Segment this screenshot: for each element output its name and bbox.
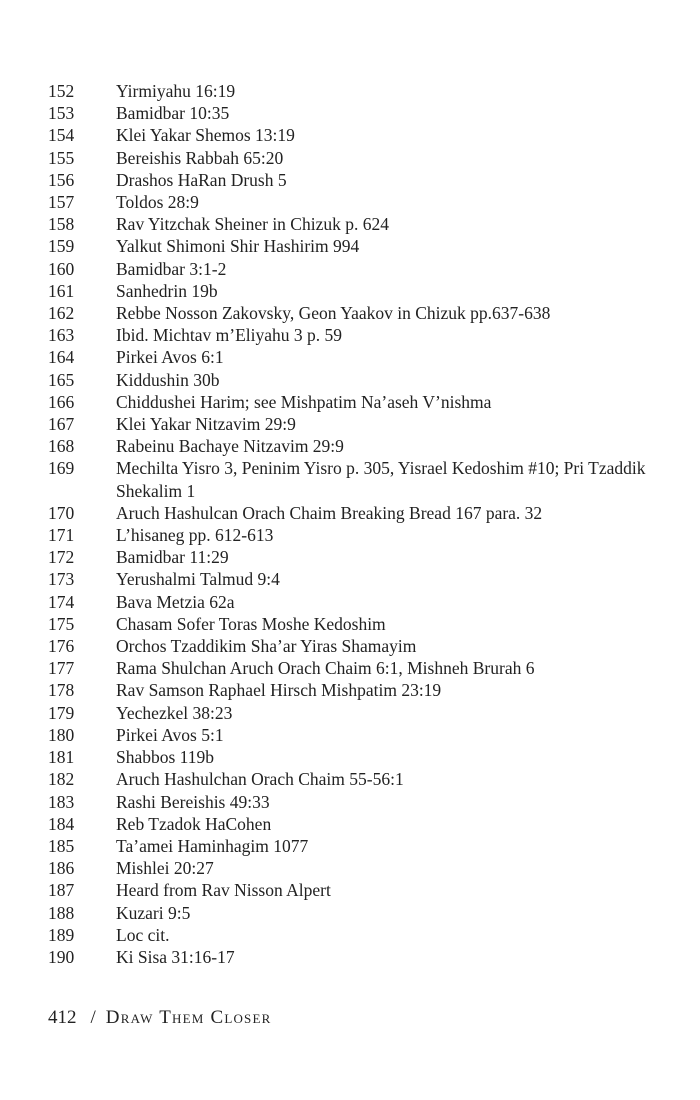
endnote-number: 168: [48, 436, 75, 457]
endnote-number: 164: [48, 347, 75, 368]
endnote-item: [48, 391, 648, 413]
endnote-item: [48, 813, 648, 835]
endnote-number: 171: [48, 525, 75, 546]
endnote-citation: Klei Yakar Nitzavim 29:9: [116, 414, 296, 435]
endnote-number: 159: [48, 236, 75, 257]
endnote-item: [48, 258, 648, 280]
endnote-item: [48, 613, 648, 635]
endnote-item: [48, 679, 648, 701]
endnote-number: 157: [48, 192, 75, 213]
endnote-item: [48, 169, 648, 191]
endnote-citation: Bamidbar 11:29: [116, 547, 229, 568]
endnote-citation: Pirkei Avos 6:1: [116, 347, 224, 368]
endnote-item: [48, 546, 648, 568]
endnote-item: [48, 746, 648, 768]
endnote-citation: Loc cit.: [116, 924, 170, 945]
endnote-item: [48, 191, 648, 213]
endnote-citation: Pirkei Avos 5:1: [116, 724, 224, 745]
endnote-number: 167: [48, 414, 75, 435]
endnote-number: 160: [48, 258, 75, 279]
endnote-citation: Drashos HaRan Drush 5: [116, 169, 287, 190]
endnote-number: 173: [48, 569, 75, 590]
endnote-citation: Mishlei 20:27: [116, 858, 214, 879]
endnote-item: [48, 591, 648, 613]
endnote-item: [48, 635, 648, 657]
endnote-item: [48, 902, 648, 924]
endnote-item: [48, 702, 648, 724]
endnote-number: 152: [48, 81, 75, 101]
endnote-citation: Ibid. Michtav m’Eliyahu 3 p. 59: [116, 325, 343, 346]
endnote-citation: Rav Samson Raphael Hirsch Mishpatim 23:19: [116, 680, 442, 701]
endnote-citation: Yirmiyahu 16:19: [116, 81, 236, 101]
endnote-citation: Bamidbar 3:1-2: [116, 258, 227, 279]
endnote-item: [48, 835, 648, 857]
endnote-citation: Orchos Tzaddikim Sha’ar Yiras Shamayim: [116, 636, 417, 657]
endnote-number: 161: [48, 280, 75, 301]
endnote-citation: Klei Yakar Shemos 13:19: [116, 125, 295, 146]
endnote-item: [48, 147, 648, 169]
endnote-item: [48, 857, 648, 879]
endnote-item: [48, 946, 648, 968]
endnote-item: [48, 213, 648, 235]
endnote-number: 169: [48, 458, 75, 479]
endnote-number: 163: [48, 325, 75, 346]
endnote-item: [48, 280, 648, 302]
endnote-citation: Mechilta Yisro 3, Peninim Yisro p. 305, Yisrael Kedoshim #10; Pri Tzaddik Shekalim 1: [116, 458, 646, 501]
endnote-number: 172: [48, 547, 75, 568]
endnote-number: 162: [48, 303, 75, 324]
running-title: Draw Them Closer: [105, 1007, 272, 1028]
endnote-item: [48, 791, 648, 813]
endnote-citation: Bereishis Rabbah 65:20: [116, 147, 284, 168]
endnote-item: [48, 924, 648, 946]
endnote-citation: Sanhedrin 19b: [116, 280, 218, 301]
page-number: 412: [48, 1007, 77, 1028]
endnote-item: [48, 768, 648, 790]
endnote-citation: Rashi Bereishis 49:33: [116, 791, 270, 812]
endnote-number: 180: [48, 724, 75, 745]
endnote-item: [48, 302, 648, 324]
endnote-item: [48, 346, 648, 368]
endnote-number: 170: [48, 502, 75, 523]
endnotes-list: [48, 80, 648, 968]
endnote-item: [48, 369, 648, 391]
endnote-citation: Aruch Hashulchan Orach Chaim 55-56:1: [116, 769, 404, 790]
endnote-item: [48, 324, 648, 346]
endnote-item: [48, 657, 648, 679]
endnote-number: 179: [48, 702, 75, 723]
endnote-number: 165: [48, 369, 75, 390]
endnote-number: 189: [48, 924, 75, 945]
page-footer: [48, 1004, 272, 1032]
endnote-item: [48, 435, 648, 457]
endnote-citation: Chiddushei Harim; see Mishpatim Na’aseh V’nishma: [116, 391, 492, 412]
endnote-citation: Heard from Rav Nisson Alpert: [116, 880, 331, 901]
endnote-citation: Bamidbar 10:35: [116, 103, 230, 124]
endnote-citation: Yerushalmi Talmud 9:4: [116, 569, 280, 590]
endnote-number: 154: [48, 125, 75, 146]
endnote-citation: Aruch Hashulcan Orach Chaim Breaking Bread 167 para. 32: [116, 502, 543, 523]
endnote-citation: Rama Shulchan Aruch Orach Chaim 6:1, Mishneh Brurah 6: [116, 658, 535, 679]
endnote-citation: Chasam Sofer Toras Moshe Kedoshim: [116, 613, 386, 634]
endnote-item: [48, 124, 648, 146]
endnote-citation: Rav Yitzchak Sheiner in Chizuk p. 624: [116, 214, 389, 235]
endnote-citation: Rabeinu Bachaye Nitzavim 29:9: [116, 436, 344, 457]
endnote-citation: Yechezkel 38:23: [116, 702, 233, 723]
endnote-citation: Ki Sisa 31:16-17: [116, 946, 235, 967]
endnote-number: 181: [48, 747, 75, 768]
endnote-citation: Rebbe Nosson Zakovsky, Geon Yaakov in Chizuk pp.637-638: [116, 303, 551, 324]
endnote-number: 187: [48, 880, 75, 901]
endnote-number: 178: [48, 680, 75, 701]
endnote-number: 176: [48, 636, 75, 657]
endnote-item: [48, 413, 648, 435]
endnote-citation: Ta’amei Haminhagim 1077: [116, 835, 309, 856]
endnote-citation: Shabbos 119b: [116, 747, 215, 768]
endnote-number: 177: [48, 658, 75, 679]
endnote-citation: Bava Metzia 62a: [116, 591, 235, 612]
endnote-number: 185: [48, 835, 75, 856]
endnote-item: [48, 524, 648, 546]
endnote-number: 158: [48, 214, 75, 235]
endnote-number: 183: [48, 791, 75, 812]
endnote-item: [48, 724, 648, 746]
endnote-number: 174: [48, 591, 75, 612]
endnote-citation: L’hisaneg pp. 612-613: [116, 525, 274, 546]
endnote-citation: Toldos 28:9: [116, 192, 199, 213]
endnote-number: 184: [48, 813, 75, 834]
endnote-citation: Yalkut Shimoni Shir Hashirim 994: [116, 236, 360, 257]
endnote-number: 182: [48, 769, 75, 790]
endnote-item: [48, 457, 648, 501]
endnote-number: 155: [48, 147, 75, 168]
endnote-item: [48, 102, 648, 124]
endnote-item: [48, 879, 648, 901]
endnote-number: 156: [48, 169, 75, 190]
endnote-item: [48, 235, 648, 257]
endnote-number: 188: [48, 902, 75, 923]
endnote-item: [48, 568, 648, 590]
endnote-citation: Reb Tzadok HaCohen: [116, 813, 272, 834]
footer-separator: /: [90, 1007, 96, 1028]
endnote-number: 175: [48, 613, 75, 634]
endnote-item: [48, 502, 648, 524]
endnote-citation: Kuzari 9:5: [116, 902, 191, 923]
endnote-number: 190: [48, 946, 75, 967]
endnote-number: 153: [48, 103, 75, 124]
endnote-citation: Kiddushin 30b: [116, 369, 220, 390]
endnote-number: 166: [48, 391, 75, 412]
endnote-item: [48, 80, 648, 102]
endnote-number: 186: [48, 858, 75, 879]
